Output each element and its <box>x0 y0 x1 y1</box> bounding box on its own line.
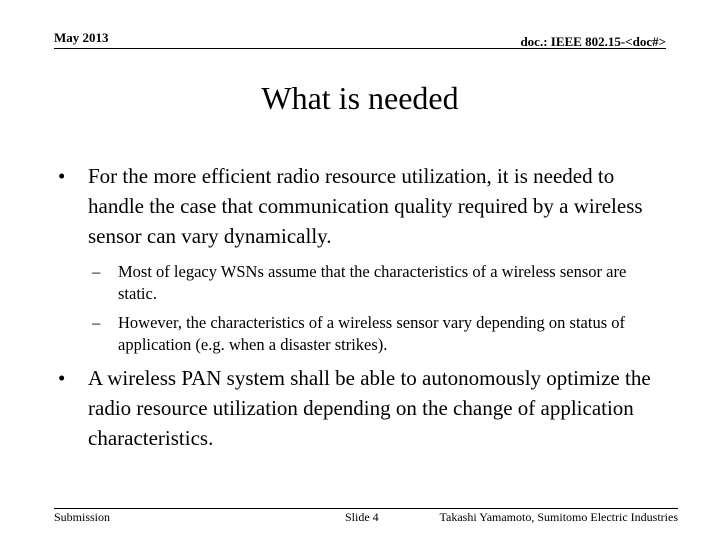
header-doc-id: doc.: IEEE 802.15-<doc#> <box>520 34 666 49</box>
footer-author: Takashi Yamamoto, Sumitomo Electric Industries <box>439 510 678 524</box>
bullet-marker: • <box>58 164 66 188</box>
sub-bullet-marker: – <box>92 313 101 332</box>
slide-title: What is needed <box>261 80 459 116</box>
sub-bullet-list <box>92 261 668 356</box>
bullet-text: For the more efficient radio resource utilization, it is needed to handle the case that communication quality required by a wireless sensor can vary dynamically. <box>88 164 643 248</box>
header-date: May 2013 <box>54 30 109 45</box>
header-divider <box>54 48 666 49</box>
footer-slide-number: Slide 4 <box>345 510 379 524</box>
bullet-item <box>58 363 668 453</box>
slide-body <box>58 161 668 453</box>
bullet-marker: • <box>58 366 66 390</box>
bullet-text: A wireless PAN system shall be able to autonomously optimize the radio resource utilization depending on the change of application characteristics. <box>88 366 651 450</box>
sub-bullet-text: Most of legacy WSNs assume that the characteristics of a wireless sensor are static. <box>118 262 627 303</box>
sub-bullet-item <box>92 312 668 356</box>
footer-divider <box>54 508 678 509</box>
sub-bullet-item <box>92 261 668 305</box>
bullet-item <box>58 161 668 251</box>
footer-submission: Submission <box>54 510 111 524</box>
sub-bullet-marker: – <box>92 262 101 281</box>
sub-bullet-text: However, the characteristics of a wireless sensor vary depending on status of application (e.g. when a disaster strikes). <box>118 313 626 354</box>
